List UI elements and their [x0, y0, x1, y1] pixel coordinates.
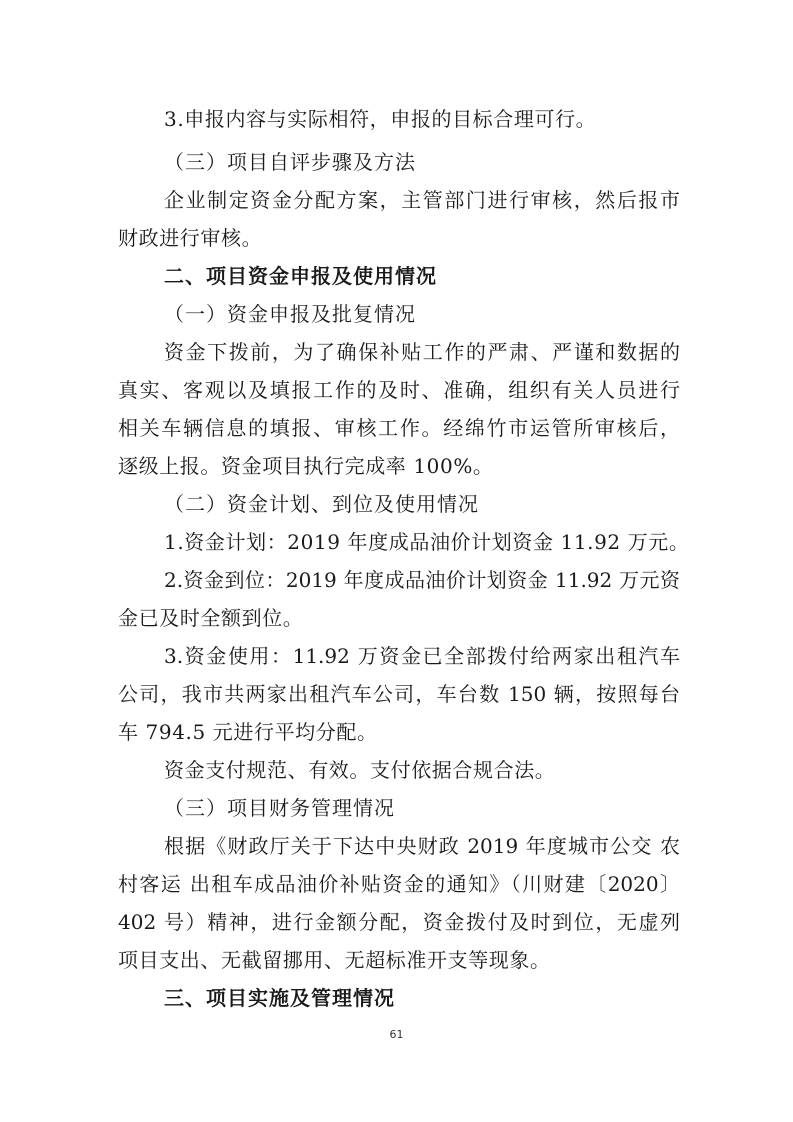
- subsection-heading: （三）项目自评步骤及方法: [164, 150, 416, 174]
- paragraph-line: 村客运 出租车成品油价补贴资金的通知》（川财建〔2020〕: [118, 872, 680, 896]
- paragraph-line: 3.申报内容与实际相符，申报的目标合理可行。: [164, 107, 597, 131]
- paragraph-line: 1.资金计划：2019 年度成品油价计划资金 11.92 万元。: [164, 530, 690, 554]
- subsection-heading: （三）项目财务管理情况: [164, 796, 395, 820]
- paragraph-line: 3.资金使用：11.92 万资金已全部拨付给两家出租汽车: [164, 644, 680, 668]
- paragraph-line: 项目支出、无截留挪用、无超标准开支等现象。: [118, 948, 551, 972]
- paragraph-line: 资金下拨前，为了确保补贴工作的严肃、严谨和数据的: [164, 340, 680, 364]
- paragraph-line: 真实、客观以及填报工作的及时、准确，组织有关人员进行: [118, 378, 680, 402]
- paragraph-line: 根据《财政厅关于下达中央财政 2019 年度城市公交 农: [164, 834, 680, 858]
- page-number: 61: [389, 1028, 404, 1041]
- paragraph-line: 企业制定资金分配方案，主管部门进行审核，然后报市: [164, 188, 680, 212]
- section-heading: 二、项目资金申报及使用情况: [164, 264, 437, 288]
- section-heading: 三、项目实施及管理情况: [164, 986, 395, 1010]
- paragraph-line: 财政进行审核。: [118, 226, 263, 250]
- paragraph-line: 相关车辆信息的填报、审核工作。经绵竹市运管所审核后，: [118, 416, 680, 440]
- paragraph-line: 402 号）精神，进行金额分配，资金拨付及时到位，无虚列: [118, 910, 680, 934]
- subsection-heading: （一）资金申报及批复情况: [164, 302, 416, 326]
- paragraph-line: 车 794.5 元进行平均分配。: [118, 720, 378, 744]
- paragraph-line: 公司，我市共两家出租汽车公司，车台数 150 辆，按照每台: [118, 682, 680, 706]
- paragraph-line: 资金支付规范、有效。支付依据合规合法。: [164, 758, 556, 782]
- paragraph-line: 逐级上报。资金项目执行完成率 100%。: [118, 454, 494, 478]
- paragraph-line: 2.资金到位：2019 年度成品油价计划资金 11.92 万元资: [164, 568, 680, 592]
- subsection-heading: （二）资金计划、到位及使用情况: [164, 492, 479, 516]
- paragraph-line: 金已及时全额到位。: [118, 606, 304, 630]
